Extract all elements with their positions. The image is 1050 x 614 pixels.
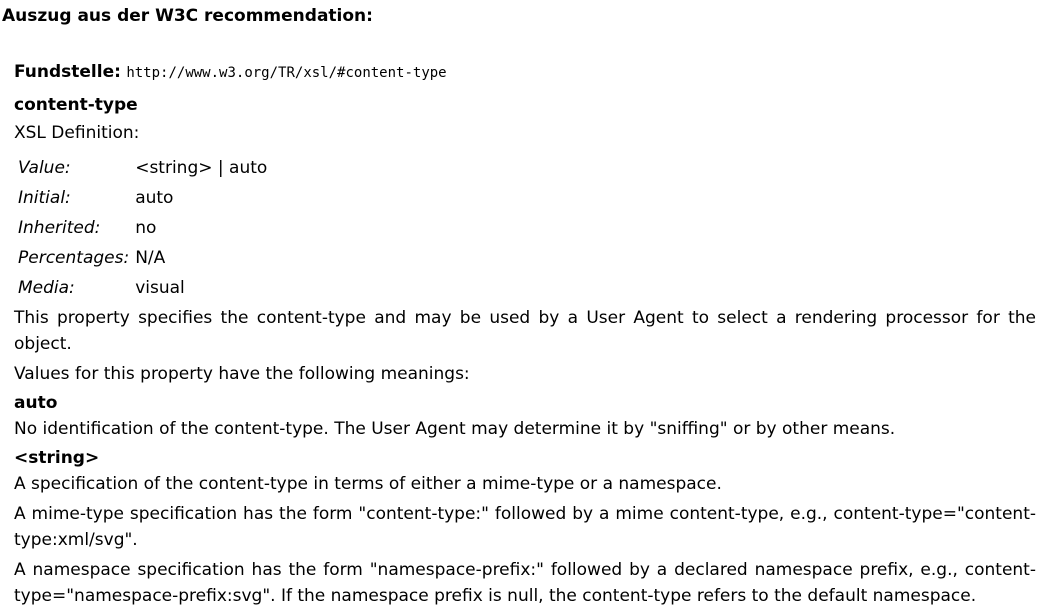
page-title: Auszug aus der W3C recommendation:	[2, 6, 373, 26]
row-value: N/A	[135, 248, 166, 268]
source-reference	[14, 59, 1036, 85]
row-value: visual	[135, 278, 185, 298]
row-key: Inherited:	[18, 218, 101, 238]
source-url: http://www.w3.org/TR/xsl/#content-type	[126, 65, 447, 81]
row-key: Value:	[18, 158, 71, 178]
row-key: Initial:	[18, 188, 71, 208]
property-name: content-type	[14, 95, 138, 115]
source-label: Fundstelle:	[14, 62, 121, 82]
term-string: <string>	[14, 448, 100, 468]
property-definition-table	[18, 153, 267, 303]
row-value: auto	[135, 188, 174, 208]
namespace-description: A namespace specification has the form "namespace-prefix:" followed by a declared namespace prefix, e.g., content-type="namespace-prefix:svg". If the namespace prefix is null, the content-type refers to the default namespace.	[14, 560, 1036, 606]
table-row	[18, 243, 267, 273]
mime-type-description: A mime-type specification has the form "content-type:" followed by a mime content-type, e.g., content-type="content-type:xml/svg".	[14, 504, 1036, 550]
term-auto: auto	[14, 393, 58, 413]
row-key: Percentages:	[18, 248, 130, 268]
auto-description: No identification of the content-type. The User Agent may determine it by "sniffing" or by other means.	[14, 419, 896, 439]
row-key: Media:	[18, 278, 75, 298]
property-description: This property specifies the content-type and may be used by a User Agent to select a rendering processor for the object.	[14, 308, 1036, 354]
row-value: no	[135, 218, 157, 238]
table-row	[18, 183, 267, 213]
table-row	[18, 273, 267, 303]
table-row	[18, 153, 267, 183]
row-value: <string> | auto	[135, 158, 268, 178]
string-description: A specification of the content-type in terms of either a mime-type or a namespace.	[14, 474, 722, 494]
meanings-intro: Values for this property have the following meanings:	[14, 364, 470, 384]
table-row	[18, 213, 267, 243]
definition-label: XSL Definition:	[14, 123, 140, 143]
excerpt-section	[14, 59, 1036, 609]
